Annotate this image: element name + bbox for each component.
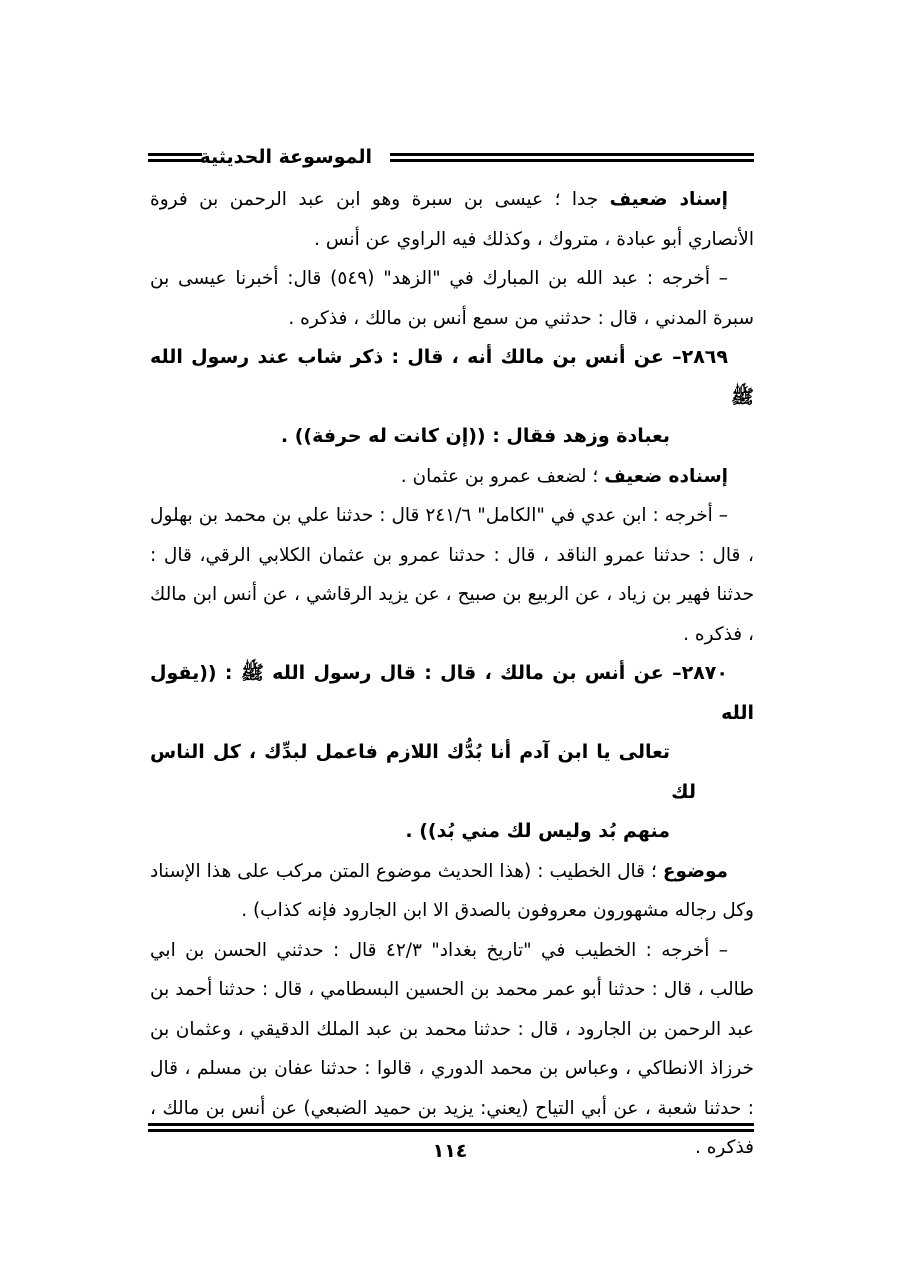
grading-paragraph-2 [150, 457, 754, 497]
grading-text: ؛ لضعف عمرو بن عثمان . [400, 465, 605, 487]
running-header [148, 140, 754, 174]
takhrij-paragraph-3: – أخرجه : الخطيب في "تاريخ بغداد" ٤٢/٣ قال : حدثني الحسن بن ابي طالب ، قال : حدثنا أبو عمر محمد بن الحسين البسطامي ، قال : حدثنا أحمد بن عبد الرحمن بن الجارود ، قال : حدثنا محمد بن عبد الملك الدقيقي ، وعثمان بن خرزاذ الانطاكي ، وعباس بن محمد الدوري ، قالوا : حدثنا عفان بن مسلم ، قال : حدثنا شعبة ، عن أبي التياح (يعني: يزيد بن حميد الضبعي) عن أنس بن مالك ، فذكره . [150, 939, 754, 1158]
footer-rule [148, 1123, 754, 1132]
page-body [150, 180, 754, 1168]
hadith-2869-line-1: ٢٨٦٩– عن أنس بن مالك أنه ، قال : ذكر شاب عند رسول الله ﷺ [150, 346, 754, 408]
hadith-2870-line-1: ٢٨٧٠– عن أنس بن مالك ، قال : قال رسول الله ﷺ : ((يقول الله [150, 662, 754, 724]
takhrij-paragraph-1: – أخرجه : عبد الله بن المبارك في "الزهد" (٥٤٩) قال: أخبرنا عيسى بن سبرة المدني ، قال : حدثني من سمع أنس بن مالك ، فذكره . [150, 268, 754, 329]
hadith-2869 [150, 338, 754, 457]
grading-text: ؛ قال الخطيب : (هذا الحديث موضوع المتن مركب على هذا الإسناد وكل رجاله مشهورون معروفون بالصدق الا ابن الجارود فإنه كذاب) . [150, 860, 754, 921]
grading-paragraph-1 [150, 180, 754, 259]
grading-label: موضوع [662, 860, 728, 882]
takhrij-paragraph-2: – أخرجه : ابن عدي في "الكامل" ٢٤١/٦ قال : حدثنا علي بن محمد بن بهلول ، قال : حدثنا عمرو الناقد ، قال : حدثنا عمرو بن عثمان الكلابي الرقي، قال : حدثنا فهير بن زياد ، عن الربيع بن صبيح ، عن يزيد الرقاشي ، عن أنس ابن مالك ، فذكره . [150, 505, 754, 645]
page-number: ١١٤ [432, 1140, 468, 1162]
hadith-2870-line-3: منهم بُد وليس لك مني بُد)) . [405, 820, 670, 842]
hadith-2869-line-2: بعبادة وزهد فقال : ((إن كانت له حرفة)) . [280, 425, 670, 447]
hadith-2870-line-2: تعالى يا ابن آدم أنا بُدُّك اللازم فاعمل لبدِّك ، كل الناس لك [150, 741, 696, 803]
grading-label: إسناد ضعيف [609, 189, 729, 210]
grading-text: جدا ؛ عيسى بن سبرة وهو ابن عبد الرحمن بن فروة الأنصاري أبو عبادة ، متروك ، وكذلك فيه الراوي عن أنس . [150, 189, 754, 250]
header-rule-left [148, 153, 202, 162]
grading-paragraph-3 [150, 852, 754, 931]
header-title: الموسوعة الحديثية [199, 146, 372, 168]
hadith-2870 [150, 654, 754, 852]
grading-label: إسناده ضعيف [604, 465, 728, 487]
header-rule-right [390, 153, 754, 162]
